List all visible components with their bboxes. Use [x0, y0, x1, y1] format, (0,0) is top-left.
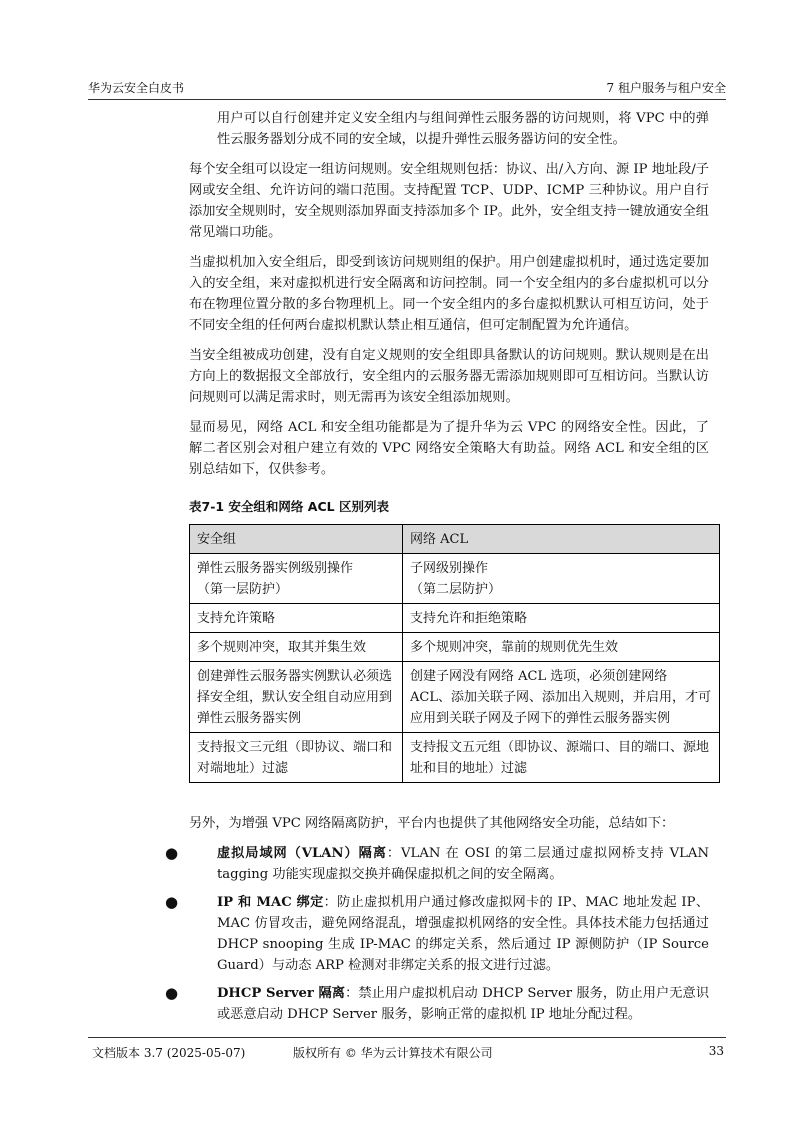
table-row [190, 604, 720, 633]
table-cell: 支持报文五元组（即协议、源端口、目的端口、源地址和目的地址）过滤 [403, 733, 720, 783]
table-row [190, 633, 720, 662]
bullet-icon: ● [165, 844, 179, 862]
header-chapter-title: 7 租户服务与租户安全 [606, 81, 726, 95]
comparison-table [189, 524, 720, 783]
footer-copyright: 版权所有 © 华为云计算技术有限公司 [293, 1046, 493, 1060]
feature-list [165, 843, 710, 1025]
page-header [88, 79, 726, 100]
paragraph-other-features: 另外，为增强 VPC 网络隔离防护，平台内也提供了其他网络安全功能，总结如下： [189, 816, 675, 831]
table-row [190, 733, 720, 783]
cell-line: （第一层防护） [197, 582, 289, 597]
list-item [165, 843, 709, 885]
table-caption: 表7-1 安全组和网络 ACL 区别列表 [189, 499, 389, 514]
paragraph-default-rules: 当安全组被成功创建，没有自定义规则的安全组即具备默认的访问规则。默认规则是在出方向上的数据报文全部放行，安全组内的云服务器无需添加规则即可互相访问。当默认访问规则可以满足需求时，则无需再为该安全组添加规则。 [189, 348, 709, 405]
header-network-acl: 网络 ACL [403, 525, 720, 554]
header-security-group: 安全组 [190, 525, 403, 554]
cell-line: 弹性云服务器实例级别操作 [197, 561, 354, 576]
paragraph-acl-compare: 显而易见，网络 ACL 和安全组功能都是为了提升华为云 VPC 的网络安全性。因此，了解二者区别会对租户建立有效的 VPC 网络安全策略大有助益。网络 ACL 和安全组的区别总结如下，仅供参考。 [189, 420, 709, 477]
cell-line: 子网级别操作 [410, 561, 489, 576]
table-cell [190, 554, 403, 604]
table-row [190, 554, 720, 604]
table-cell: 多个规则冲突，取其并集生效 [190, 633, 403, 662]
list-item-term: 虚拟局域网（VLAN）隔离 [217, 846, 387, 861]
header-doc-title: 华为云安全白皮书 [88, 81, 185, 95]
list-item-term: DHCP Server 隔离 [217, 986, 346, 1001]
paragraph-rules: 每个安全组可以设定一组访问规则。安全组规则包括：协议、出/入方向、源 IP 地址段/子网或安全组、允许访问的端口范围。支持配置 TCP、UDP、ICMP 三种协议。用户自行添加安全规则时，安全规则添加界面支持添加多个 IP。此外，安全组支持一键放通安全组常见端口功能。 [189, 162, 709, 240]
bullet-icon: ● [165, 984, 179, 1002]
list-item-text: ：防止虚拟机用户通过修改虚拟网卡的 IP、MAC 地址发起 IP、MAC 仿冒攻击，避免网络混乱，增强虚拟机网络的安全性。具体技术能力包括通过 DHCP snooping 生成 IP-MAC 的绑定关系，然后通过 IP 源侧防护（IP Source Guard）与动态 ARP 检测对非绑定关系的报文进行过滤。 [217, 895, 710, 973]
list-item [165, 983, 710, 1025]
main-content [165, 108, 711, 1032]
table-cell: 支持允许和拒绝策略 [403, 604, 720, 633]
table-row [190, 662, 720, 733]
footer-version: 文档版本 3.7 (2025-05-07) [92, 1046, 246, 1060]
table-cell: 支持报文三元组（即协议、端口和对端地址）过滤 [190, 733, 403, 783]
table-cell: 多个规则冲突，靠前的规则优先生效 [403, 633, 720, 662]
bullet-icon: ● [165, 893, 179, 911]
table-cell: 创建子网没有网络 ACL 选项，必须创建网络 ACL、添加关联子网、添加出入规则，并启用，才可应用到关联子网及子网下的弹性云服务器实例 [403, 662, 720, 733]
footer-page-number: 33 [708, 1044, 724, 1058]
list-item [165, 892, 710, 976]
list-item-text: ：禁止用户虚拟机启动 DHCP Server 服务，防止用户无意识或恶意启动 DHCP Server 服务，影响正常的虚拟机 IP 地址分配过程。 [217, 986, 710, 1022]
list-item-text: ：VLAN 在 OSI 的第二层通过虚拟网桥支持 VLAN tagging 功能实现虚拟交换并确保虚拟机之间的安全隔离。 [217, 846, 709, 882]
paragraph-intro: 用户可以自行创建并定义安全组内与组间弹性云服务器的访问规则，将 VPC 中的弹性云服务器划分成不同的安全域，以提升弹性云服务器访问的安全性。 [217, 111, 709, 147]
cell-line: （第二层防护） [410, 582, 502, 597]
table-cell: 支持允许策略 [190, 604, 403, 633]
table-cell [403, 554, 720, 604]
list-item-term: IP 和 MAC 绑定 [217, 895, 324, 910]
table-cell: 创建弹性云服务器实例默认必须选择安全组，默认安全组自动应用到弹性云服务器实例 [190, 662, 403, 733]
paragraph-vm-join: 当虚拟机加入安全组后，即受到该访问规则组的保护。用户创建虚拟机时，通过选定要加入的安全组，来对虚拟机进行安全隔离和访问控制。同一个安全组内的多台虚拟机可以分布在物理位置分散的多台物理机上。同一个安全组内的多台虚拟机默认可相互访问，处于不同安全组的任何两台虚拟机默认禁止相互通信，但可定制配置为允许通信。 [189, 255, 709, 333]
page-footer [88, 1037, 726, 1060]
table-header-row [190, 525, 720, 554]
